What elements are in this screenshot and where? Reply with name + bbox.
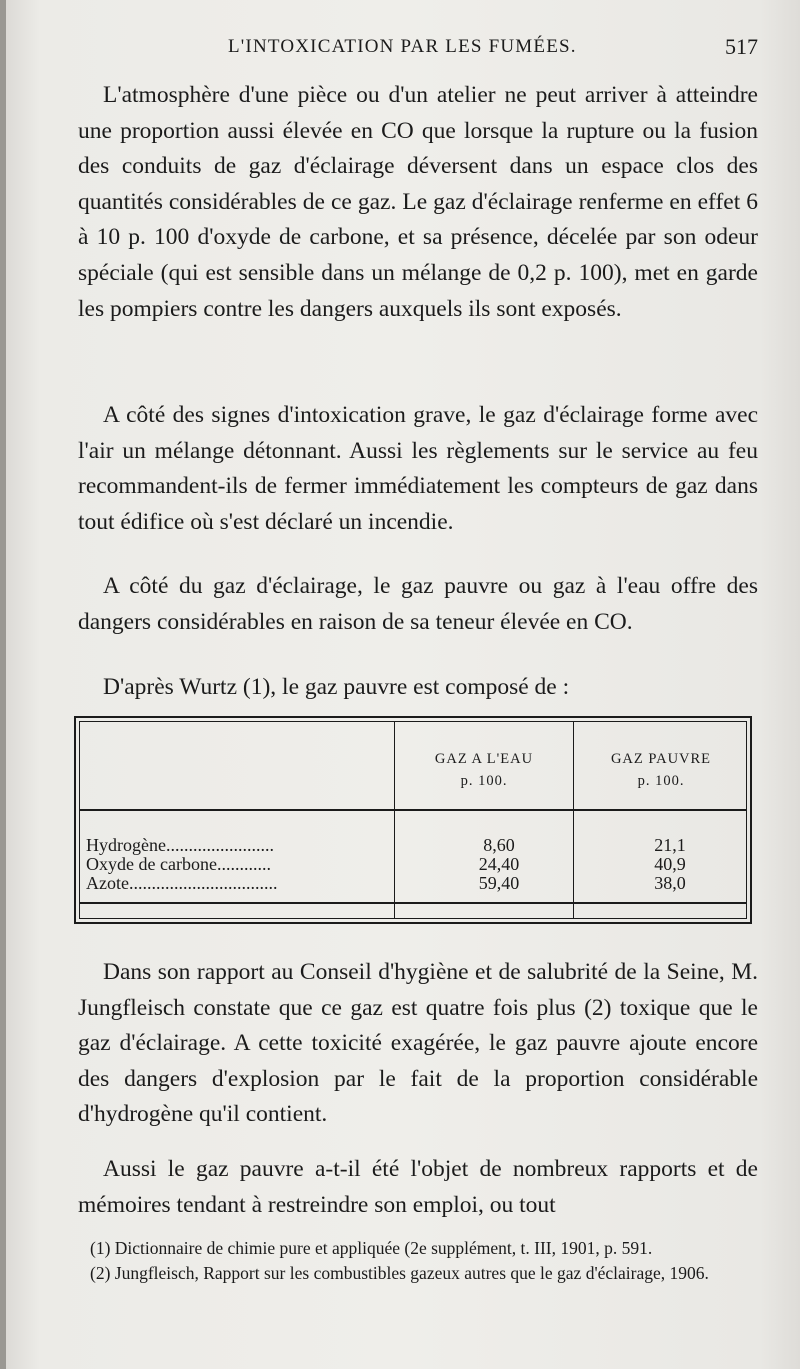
row-label: Oxyde de carbone............	[86, 855, 271, 874]
paragraph-text: L'atmosphère d'une pièce ou d'un atelier ne peut arriver à atteindre une proportion aussi élevée en CO que lorsque la rupture ou la fusion des conduits de gaz d'éclairage déversent dans un espace clos des quantités considérables de ce gaz. Le gaz d'éclairage renferme en effet 6 à 10 p. 100 d'oxyde de carbone, et sa présence, décelée par son odeur spéciale (qui est sensible dans un mélange de 0,2 p. 100), met en garde les pompiers contre les dangers auxquels ils sont exposés.	[78, 82, 758, 322]
gaz-eau-value: 59,40	[478, 873, 520, 893]
table-row	[86, 855, 750, 874]
paragraph-2	[78, 398, 758, 540]
paragraph-5	[78, 955, 758, 1133]
column-header-label: GAZ A L'EAU	[434, 751, 534, 767]
column-header-unit: p. 100.	[460, 773, 508, 789]
paragraph-1	[78, 78, 758, 327]
header-rule	[79, 809, 747, 811]
gaz-eau-value: 8,60	[483, 835, 515, 855]
column-header-unit: p. 100.	[637, 773, 685, 789]
table-row	[86, 836, 750, 855]
paragraph-4	[78, 670, 758, 706]
footnote-2: (2) Jungfleisch, Rapport sur les combustibles gazeux autres que le gaz d'éclairage, 1906.	[90, 1262, 709, 1283]
composition-table	[74, 716, 752, 924]
gaz-eau-value: 24,40	[478, 854, 520, 874]
paragraph-3	[78, 569, 758, 640]
paragraph-text: D'après Wurtz (1), le gaz pauvre est composé de :	[103, 674, 570, 700]
paragraph-text: Aussi le gaz pauvre a-t-il été l'objet de nombreux rapports et de mémoires tendant à restreindre son emploi, ou tout	[78, 1156, 758, 1218]
running-title: L'INTOXICATION PAR LES FUMÉES.	[228, 36, 577, 57]
row-label: Azote.................................	[86, 874, 278, 893]
column-header-label: GAZ PAUVRE	[610, 751, 712, 767]
column-header-gaz-pauvre	[574, 748, 748, 792]
footnotes	[78, 1236, 758, 1285]
row-label: Hydrogène........................	[86, 836, 274, 855]
gaz-pauvre-value: 40,9	[654, 854, 686, 874]
column-header-gaz-eau	[395, 748, 573, 792]
gaz-pauvre-value: 38,0	[654, 873, 686, 893]
paragraph-text: A côté des signes d'intoxication grave, le gaz d'éclairage forme avec l'air un mélange détonnant. Aussi les règlements sur le service au feu recommandent-ils de fermer immédiatement les compteurs de gaz dans tout édifice où s'est déclaré un incendie.	[78, 402, 758, 535]
paragraph-text: A côté du gaz d'éclairage, le gaz pauvre ou gaz à l'eau offre des dangers considérables en raison de sa teneur élevée en CO.	[78, 573, 758, 635]
table-row	[86, 874, 750, 893]
paragraph-6	[78, 1152, 758, 1223]
page-edge-shadow	[0, 0, 6, 1369]
footnote-1: (1) Dictionnaire de chimie pure et appliquée (2e supplément, t. III, 1901, p. 591.	[90, 1238, 653, 1258]
footer-rule	[79, 902, 747, 904]
paragraph-text: Dans son rapport au Conseil d'hygiène et de salubrité de la Seine, M. Jungfleisch constate que ce gaz est quatre fois plus (2) toxique que le gaz d'éclairage. A cette toxicité exagérée, le gaz pauvre ajoute encore des dangers d'explosion par le fait de la proportion considérable d'hydrogène qu'il contient.	[78, 959, 758, 1128]
page-number: 517	[725, 34, 758, 59]
running-header	[228, 36, 758, 66]
gaz-pauvre-value: 21,1	[654, 835, 686, 855]
